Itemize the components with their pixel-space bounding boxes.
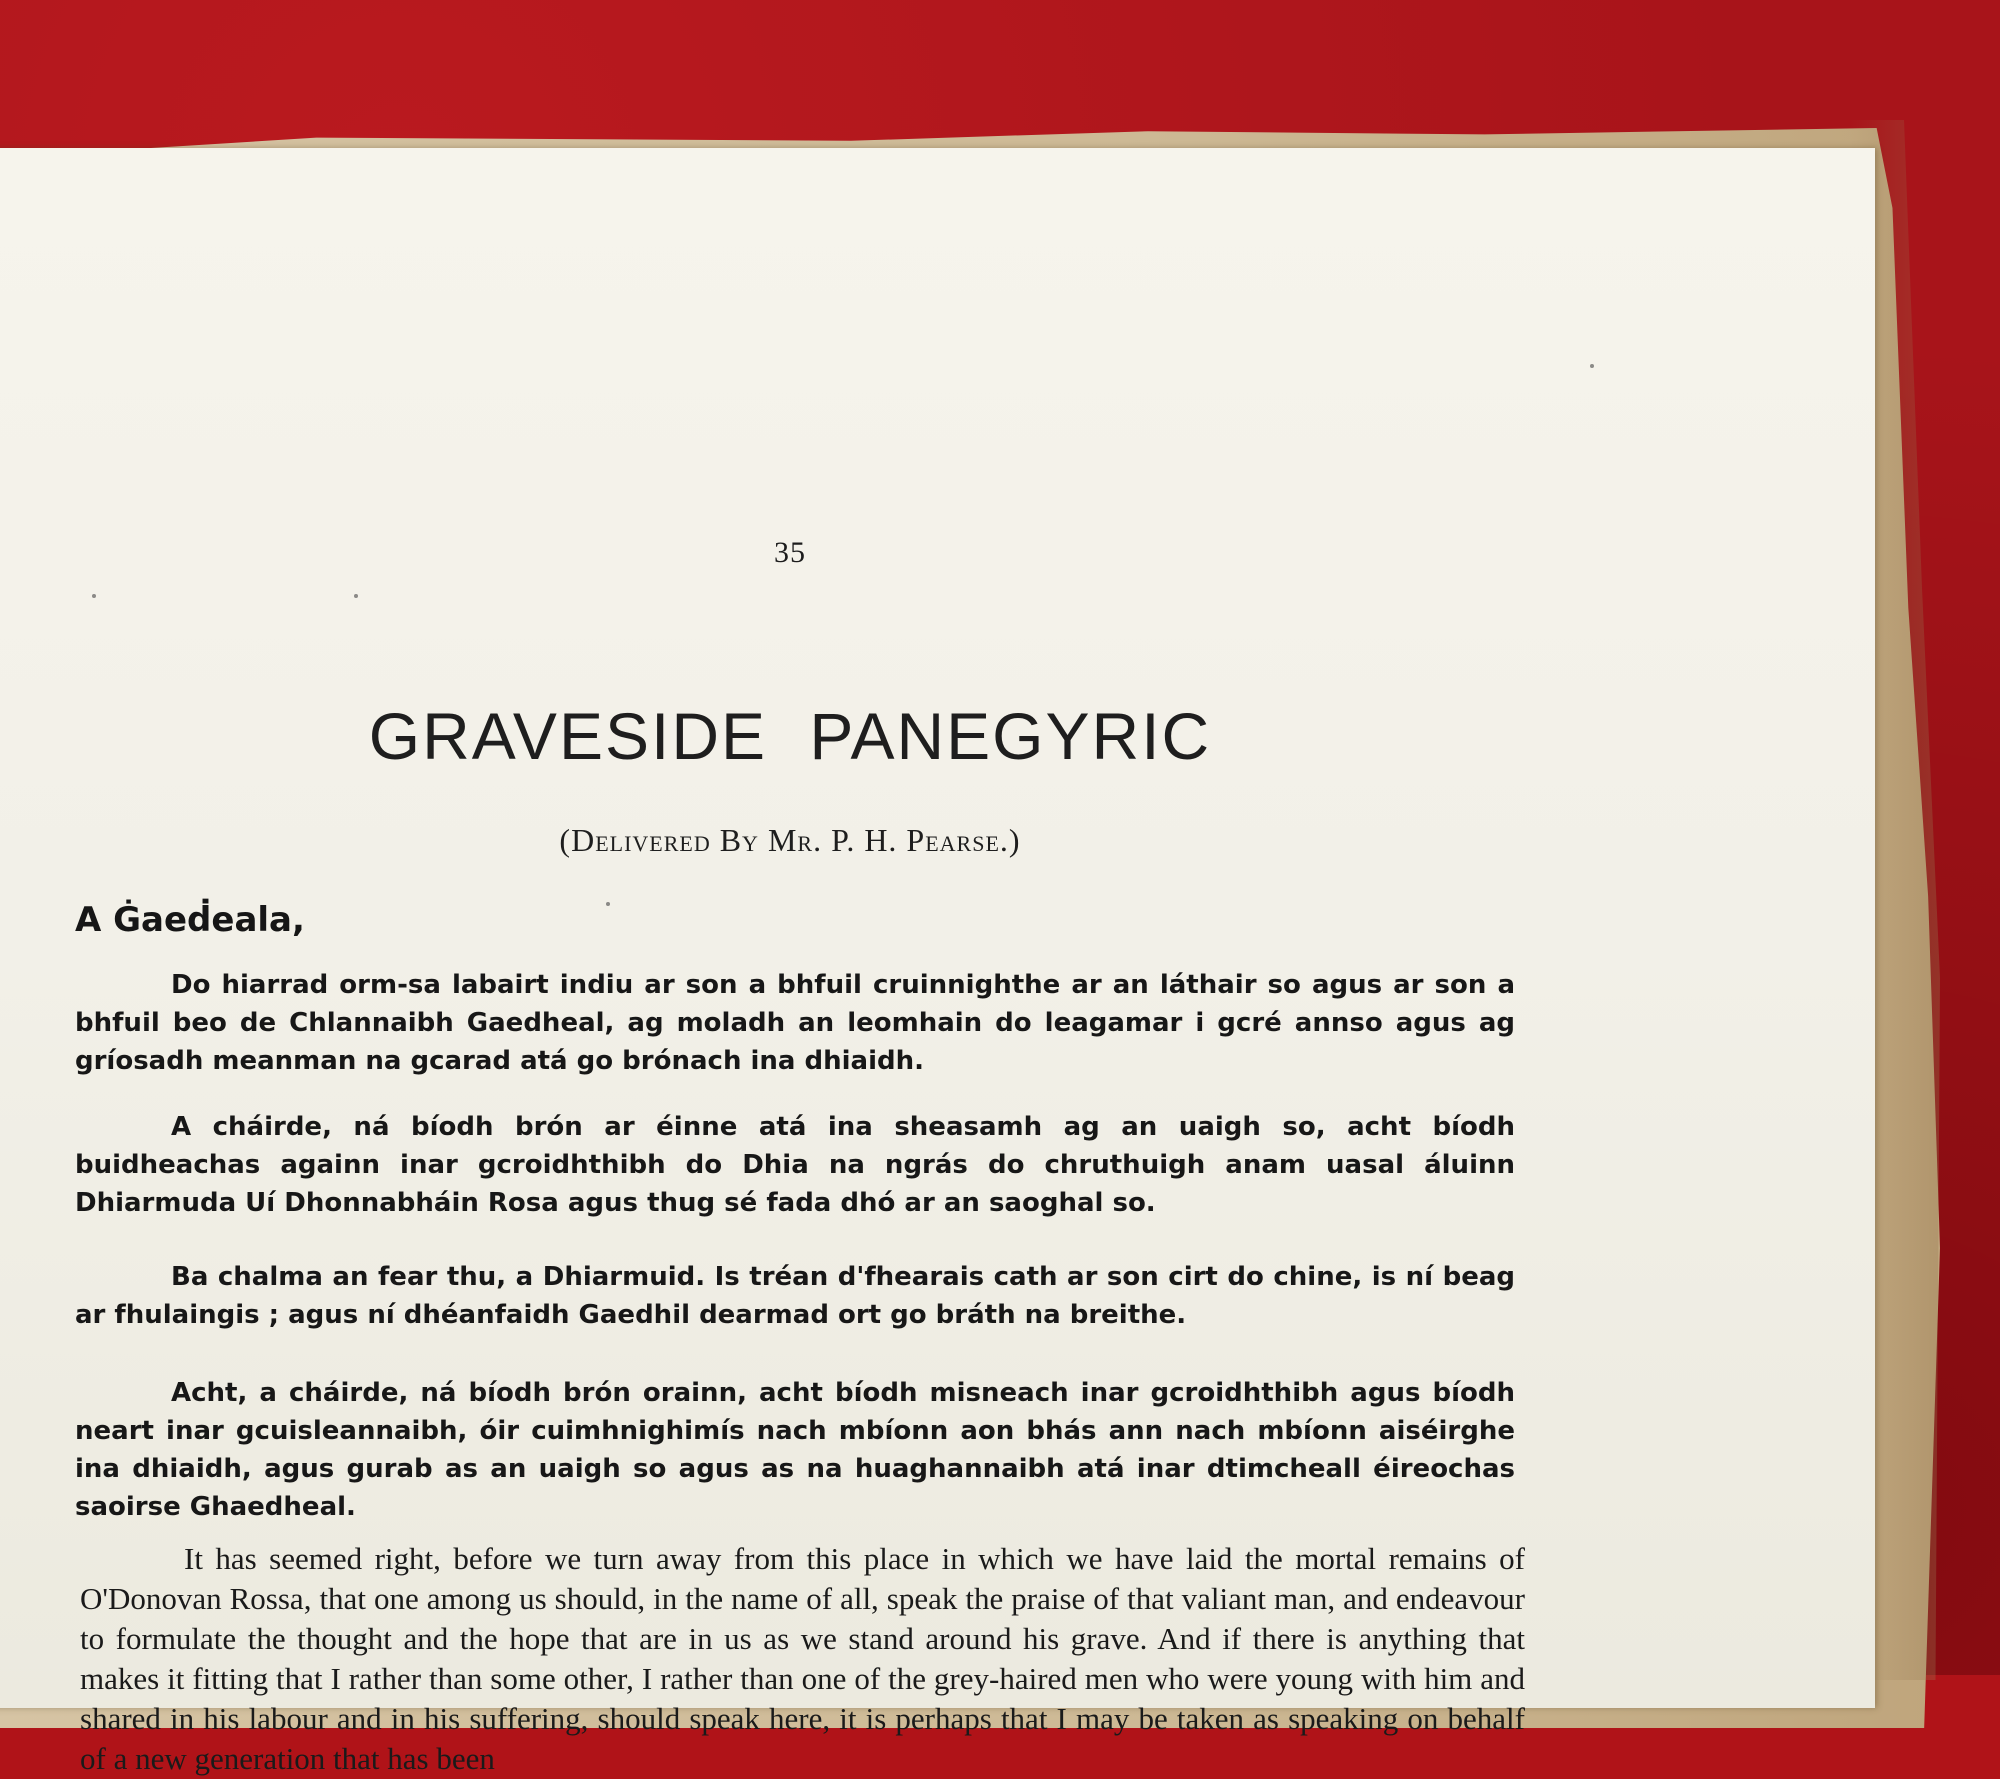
paper-speck — [1590, 364, 1594, 368]
page-title: GRAVESIDE PANEGYRIC — [368, 699, 1212, 773]
gaelic-salutation: A Ġaeḋeala, — [75, 900, 305, 940]
gaelic-paragraph: Do hiarrad orm-sa labairt indiu ar son a bhfuil cruinnighthe ar an láthair so agus ar son a bhfuil beo de Chlannaibh Gaedheal, ag moladh an leomhain do leagamar i gcré annso agus ag gríosadh meanman na gcarad atá go brónach ina dhiaidh. — [75, 970, 1515, 1076]
paper-speck — [606, 902, 610, 906]
gaelic-paragraph: Ba chalma an fear thu, a Dhiarmuid. Is tréan d'fhearais cath ar son cirt do chine, is ní beag ar fhulaingis ; agus ní dhéanfaidh Gaedhil dearmad ort go bráth na breithe. — [75, 1262, 1515, 1330]
gaelic-paragraph: Acht, a cháirde, ná bíodh brón orainn, acht bíodh misneach inar gcroidhthibh agus bíodh neart inar gcuisleannaibh, óir cuimhnighimís nach mbíonn aon bhás ann nach mbíonn aiséirghe ina dhiaidh, agus gurab as an uaigh so agus as na huaghannaibh atá inar dtimcheall éireochas saoirse Ghaedheal. — [75, 1378, 1515, 1522]
paper-speck — [92, 594, 96, 598]
printed-page — [0, 148, 1875, 1776]
paper-speck — [354, 594, 358, 598]
english-paragraph: It has seemed right, before we turn away from this place in which we have laid the mortal remains of O'Donovan Rossa, that one among us should, in the name of all, speak the praise of that valiant man, and endeavour to formulate the thought and the hope that are in us as we stand around his grave. And if there is anything that makes it fitting that I rather than some other, I rather than one of the grey-haired men who were young with him and shared in his labour and in his suffering, should speak here, it is perhaps that I may be taken as speaking on behalf of a new generation that has been — [80, 1541, 1525, 1776]
subtitle: (Delivered By Mr. P. H. Pearse.) — [559, 822, 1021, 858]
page-number: 35 — [774, 536, 806, 569]
gaelic-paragraph: A cháirde, ná bíodh brón ar éinne atá ina sheasamh ag an uaigh so, acht bíodh buidheachas againn inar gcroidhthibh do Dhia na ngrás do chruthuigh anam uasal áluinn Dhiarmuda Uí Dhonnabháin Rosa agus thug sé fada dhó ar an saoghal so. — [75, 1112, 1515, 1218]
